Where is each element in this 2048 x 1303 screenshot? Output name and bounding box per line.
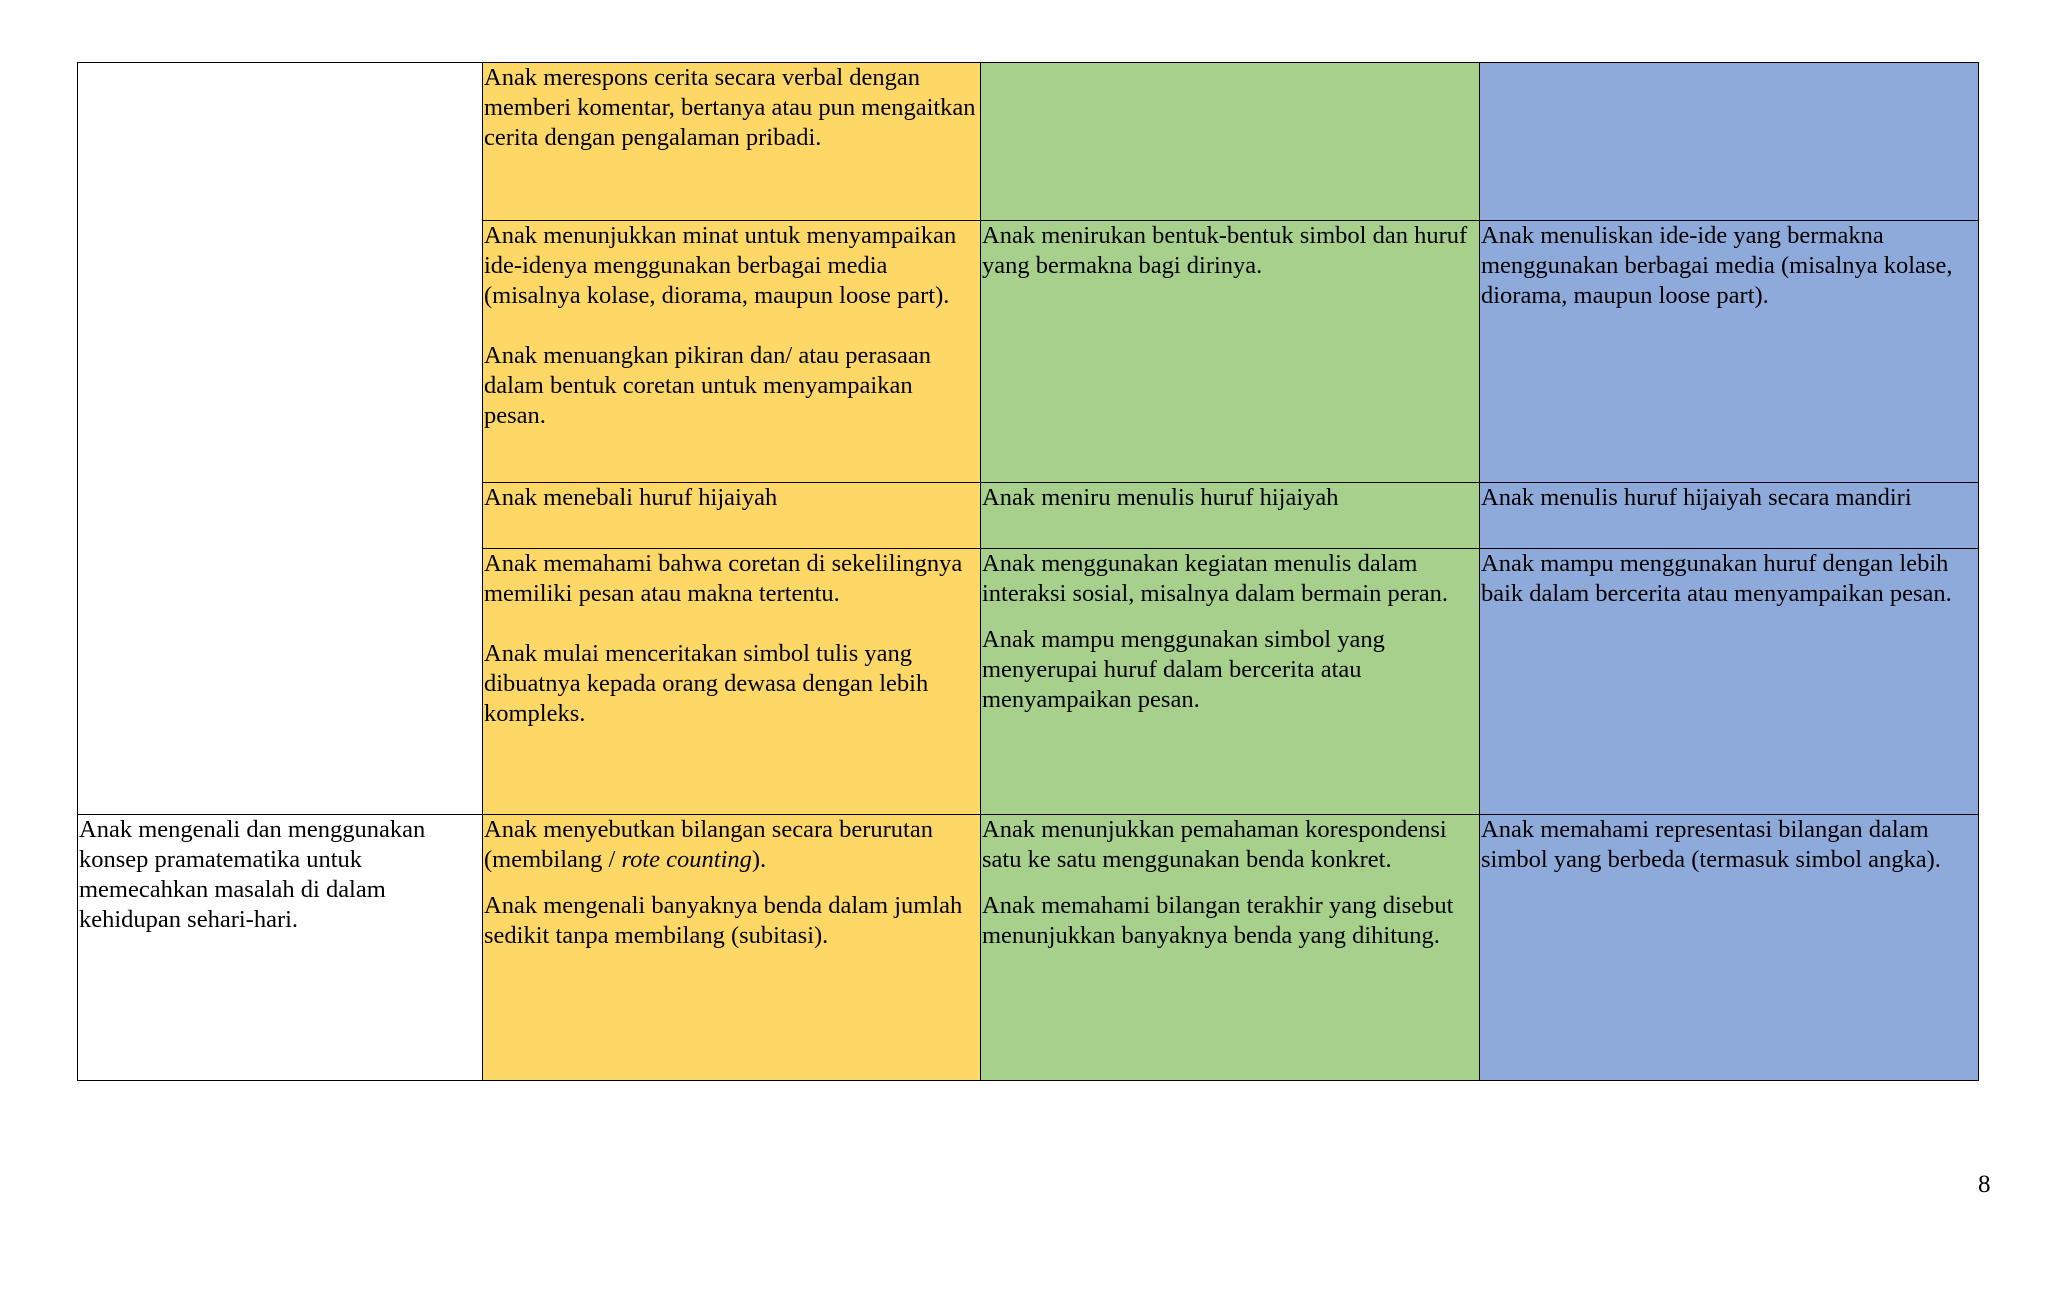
cell-paragraph: Anak memahami bahwa coretan di sekelilingnya memiliki pesan atau makna tertentu. [484, 550, 963, 607]
stage-3-cell [1480, 483, 1979, 549]
stage-2-cell [981, 63, 1480, 221]
paragraph-text: ). [751, 846, 767, 873]
goal-cell-empty [78, 63, 483, 815]
cell-paragraph: Anak mampu menggunakan huruf dengan lebih baik dalam bercerita atau menyampaikan pesan. [1481, 550, 1952, 607]
goal-cell [78, 815, 483, 1081]
cell-paragraph: Anak memahami representasi bilangan dalam simbol yang berbeda (termasuk simbol angka). [1481, 816, 1941, 873]
cell-paragraph: Anak menunjukkan minat untuk menyampaikan ide-idenya menggunakan berbagai media (misalnya kolase, diorama, maupun loose part). [484, 222, 957, 309]
stage-1-cell [483, 549, 981, 815]
table-row [78, 63, 1979, 221]
cell-paragraph: Anak menuangkan pikiran dan/ atau perasaan dalam bentuk coretan untuk menyampaikan pesan. [484, 342, 931, 429]
italic-term: rote counting [621, 846, 752, 873]
learning-outcomes-table [77, 62, 1979, 1081]
cell-paragraph [484, 815, 978, 875]
stage-1-cell [483, 815, 981, 1081]
cell-paragraph: Anak mampu menggunakan simbol yang menyerupai huruf dalam bercerita atau menyampaikan pesan. [982, 626, 1385, 713]
goal-text: Anak mengenali dan menggunakan konsep pramatematika untuk memecahkan masalah di dalam kehidupan sehari-hari. [79, 816, 426, 933]
cell-paragraph: Anak menggunakan kegiatan menulis dalam interaksi sosial, misalnya dalam bermain peran. [982, 550, 1449, 607]
cell-paragraph: Anak menuliskan ide-ide yang bermakna menggunakan berbagai media (misalnya kolase, diorama, maupun loose part). [1481, 222, 1953, 309]
stage-1-cell [483, 483, 981, 549]
cell-paragraph: Anak merespons cerita secara verbal dengan memberi komentar, bertanya atau pun mengaitkan cerita dengan pengalaman pribadi. [484, 64, 976, 151]
cell-paragraph: Anak menulis huruf hijaiyah secara mandiri [1481, 484, 1912, 511]
cell-paragraph: Anak meniru menulis huruf hijaiyah [982, 484, 1339, 511]
paragraph-text: Anak menyebutkan bilangan secara berurutan (membilang / [484, 816, 933, 873]
stage-3-cell [1480, 549, 1979, 815]
cell-paragraph: Anak memahami bilangan terakhir yang disebut menunjukkan banyaknya benda yang dihitung. [982, 892, 1454, 949]
cell-paragraph: Anak menirukan bentuk-bentuk simbol dan huruf yang bermakna bagi dirinya. [982, 222, 1468, 279]
cell-paragraph: Anak mulai menceritakan simbol tulis yang dibuatnya kepada orang dewasa dengan lebih kompleks. [484, 640, 929, 727]
table-row [78, 815, 1979, 1081]
stage-1-cell [483, 63, 981, 221]
stage-3-cell [1480, 63, 1979, 221]
stage-3-cell [1480, 221, 1979, 483]
stage-2-cell [981, 221, 1480, 483]
stage-2-cell [981, 815, 1480, 1081]
stage-2-cell [981, 483, 1480, 549]
stage-2-cell [981, 549, 1480, 815]
stage-1-cell [483, 221, 981, 483]
cell-paragraph: Anak menunjukkan pemahaman korespondensi satu ke satu menggunakan benda konkret. [982, 816, 1447, 873]
stage-3-cell [1480, 815, 1979, 1081]
page-number: 8 [1978, 1171, 1991, 1198]
cell-paragraph: Anak menebali huruf hijaiyah [484, 484, 778, 511]
cell-paragraph: Anak mengenali banyaknya benda dalam jumlah sedikit tanpa membilang (subitasi). [484, 892, 963, 949]
